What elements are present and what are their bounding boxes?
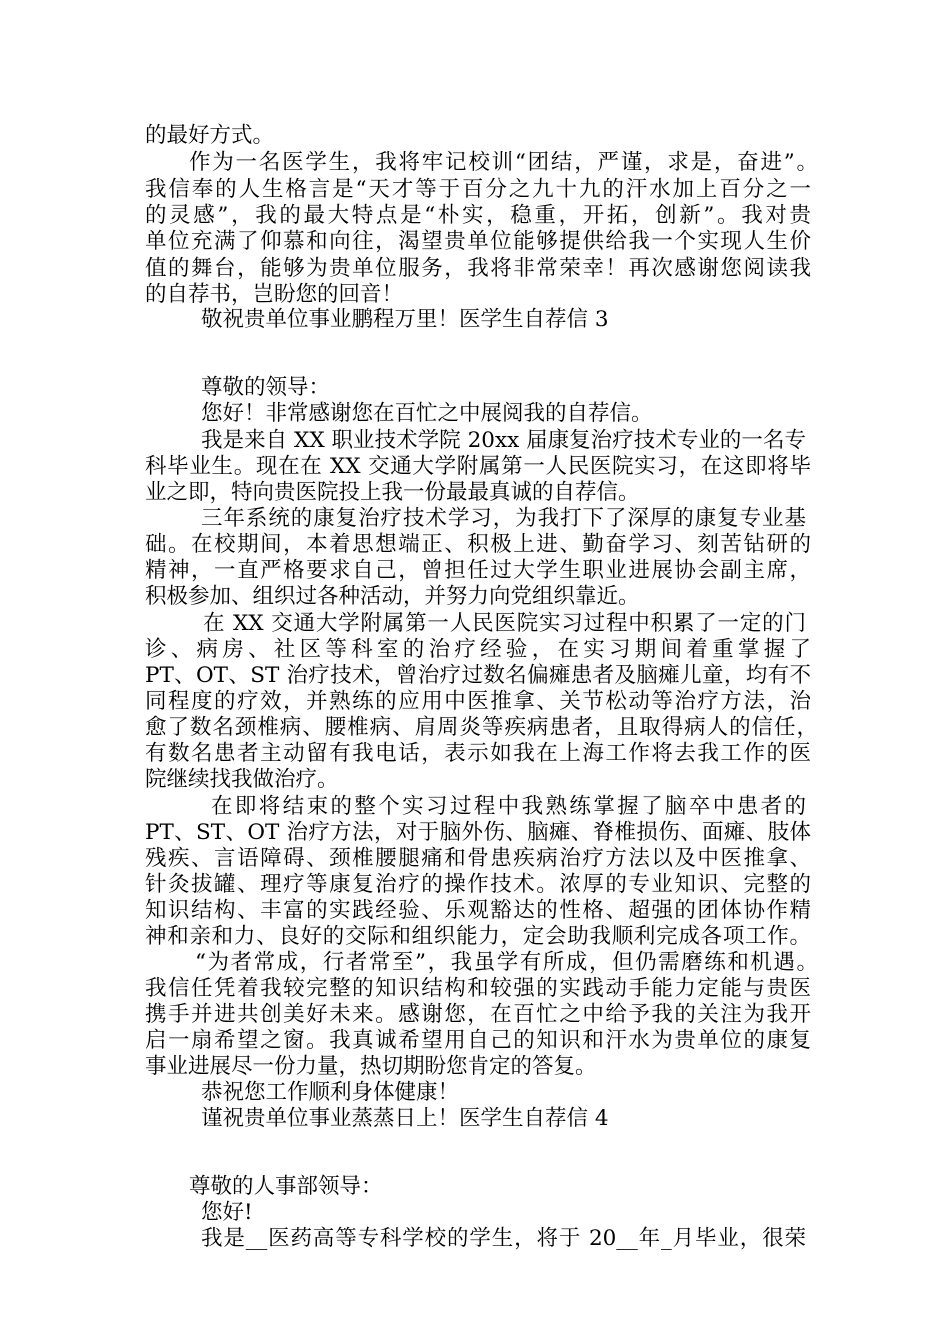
- text-line: 诊、病房、社区等科室的治疗经验，在实习期间着重掌握了: [145, 637, 811, 662]
- text-line: 值的舞台，能够为贵单位服务，我将非常荣幸！再次感谢您阅读我: [145, 256, 811, 281]
- text-line: 启一扇希望之窗。我真诚希望用自己的知识和汗水为贵单位的康复: [145, 1028, 811, 1053]
- text-line: 础。在校期间，本着思想端正、积极上进、勤奋学习、刻苦钻研的: [145, 532, 811, 557]
- text-line: 知识结构、丰富的实践经验、乐观豁达的性格、超强的团体协作精: [145, 898, 811, 923]
- text-line: 业之即，特向贵医院投上我一份最最真诚的自荐信。: [145, 480, 640, 505]
- text-line: 针灸拔罐、理疗等康复治疗的操作技术。浓厚的专业知识、完整的: [145, 872, 811, 897]
- text-line: 积极参加、组织过各种活动，并努力向党组织靠近。: [145, 584, 640, 609]
- text-line: 三年系统的康复治疗技术学习，为我打下了深厚的康复专业基: [201, 506, 806, 531]
- text-line: 单位充满了仰慕和向往，渴望贵单位能够提供给我一个实现人生价: [145, 229, 811, 254]
- text-line: 精神，一直严格要求自己，曾担任过大学生职业进展协会副主席，: [145, 558, 811, 583]
- text-line: 我是来自 XX 职业技术学院 20xx 届康复治疗技术专业的一名专: [201, 428, 806, 453]
- text-line: 的最好方式。: [145, 123, 275, 148]
- closing-line: 谨祝贵单位事业蒸蒸日上！医学生自荐信 4: [201, 1106, 609, 1131]
- text-line: 我信任凭着我较完整的知识结构和较强的实践动手能力定能与贵医: [145, 976, 811, 1001]
- text-line: 院继续找我做治疗。: [145, 767, 339, 792]
- text-line: 我是__医药高等专科学校的学生，将于 20__年_月毕业，很荣: [201, 1226, 806, 1251]
- greeting: 您好!: [201, 1200, 253, 1225]
- text-line: 在 XX 交通大学附属第一人民医院实习过程中积累了一定的门: [203, 611, 806, 636]
- closing-line: 敬祝贵单位事业鹏程万里！医学生自荐信 3: [201, 307, 609, 332]
- text-line: 科毕业生。现在在 XX 交通大学附属第一人民医院实习，在这即将毕: [145, 454, 811, 479]
- closing-line: 恭祝您工作顺利身体健康！: [201, 1080, 460, 1105]
- greeting: 您好！非常感谢您在百忙之中展阅我的自荐信。: [201, 401, 653, 426]
- text-line: 有数名患者主动留有我电话，表示如我在上海工作将去我工作的医: [145, 741, 811, 766]
- text-line: 携手并进共创美好未来。感谢您，在百忙之中给予我的关注为我开: [145, 1002, 811, 1027]
- text-line: 同程度的疗效，并熟练的应用中医推拿、关节松动等治疗方法，治: [145, 689, 811, 714]
- text-line: 残疾、言语障碍、颈椎腰腿痛和骨患疾病治疗方法以及中医推拿、: [145, 846, 811, 871]
- salutation: 尊敬的领导：: [201, 375, 331, 400]
- text-line: 作为一名医学生，我将牢记校训“团结，严谨，求是，奋进”。: [189, 150, 818, 175]
- text-line: 在即将结束的整个实习过程中我熟练掌握了脑卒中患者的: [211, 794, 806, 819]
- text-line: 事业进展尽一份力量，热切期盼您肯定的答复。: [145, 1054, 597, 1079]
- text-line: 的灵感”，我的最大特点是“朴实，稳重，开拓，创新”。我对贵: [145, 203, 811, 228]
- text-line: “为者常成，行者常至”，我虽学有所成，但仍需磨练和机遇。: [195, 950, 818, 975]
- text-line: PT、ST、OT 治疗方法，对于脑外伤、脑瘫、脊椎损伤、面瘫、肢体: [145, 820, 811, 845]
- text-line: 神和亲和力、良好的交际和组织能力，定会助我顺利完成各项工作。: [145, 924, 811, 949]
- text-line: 的自荐书，岂盼您的回音！: [145, 282, 404, 307]
- text-line: 愈了数名颈椎病、腰椎病、肩周炎等疾病患者，且取得病人的信任，: [145, 715, 818, 740]
- text-line: 我信奉的人生格言是“天才等于百分之九十九的汗水加上百分之一: [145, 177, 811, 202]
- text-line: PT、OT、ST 治疗技术，曾治疗过数名偏瘫患者及脑瘫儿童，均有不: [145, 663, 811, 688]
- salutation: 尊敬的人事部领导：: [189, 1174, 383, 1199]
